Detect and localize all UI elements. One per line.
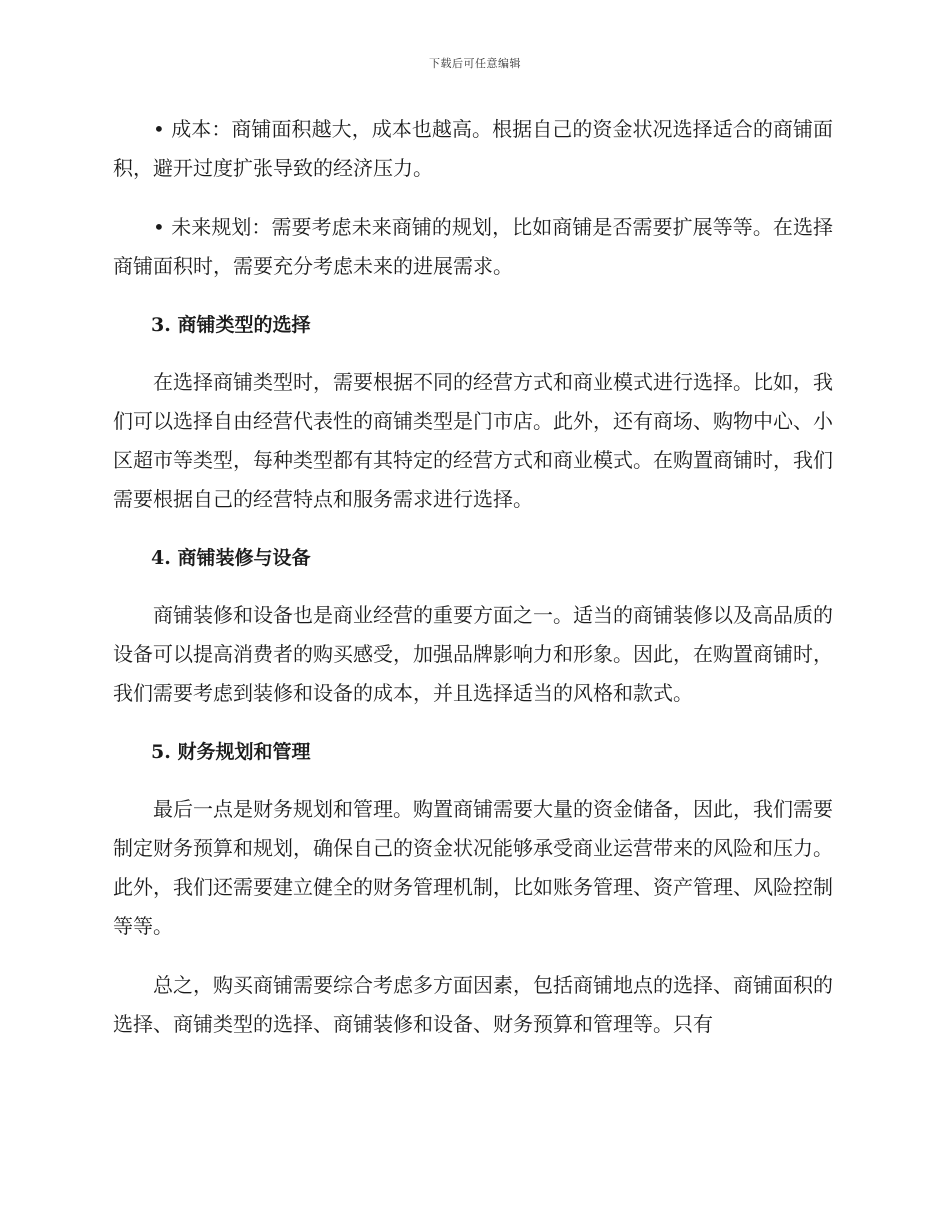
paragraph-cost: • 成本：商铺面积越大，成本也越高。根据自己的资金状况选择适合的商铺面积，避开过度扩张导致的经济压力。	[113, 117, 833, 180]
paragraph-finance: 最后一点是财务规划和管理。购置商铺需要大量的资金储备，因此，我们需要制定财务预算和规划，确保自己的资金状况能够承受商业运营带来的风险和压力。此外，我们还需要建立健全的财务管理机制，比如账务管理、资产管理、风险控制等等。	[113, 797, 833, 938]
section-heading-shop-type: 3. 商铺类型的选择	[151, 314, 311, 336]
section-heading-finance: 5. 财务规划和管理	[151, 741, 311, 763]
page-header-note: 下载后可任意编辑	[429, 57, 521, 70]
paragraph-decoration: 商铺装修和设备也是商业经营的重要方面之一。适当的商铺装修以及高品质的设备可以提高消费者的购买感受，加强品牌影响力和形象。因此，在购置商铺时，我们需要考虑到装修和设备的成本，并且选择适当的风格和款式。	[113, 603, 833, 705]
paragraph-shop-type: 在选择商铺类型时，需要根据不同的经营方式和商业模式进行选择。比如，我们可以选择自由经营代表性的商铺类型是门市店。此外，还有商场、购物中心、小区超市等类型，每种类型都有其特定的经营方式和商业模式。在购置商铺时，我们需要根据自己的经营特点和服务需求进行选择。	[113, 370, 833, 511]
section-heading-decoration: 4. 商铺装修与设备	[151, 547, 311, 569]
paragraph-summary: 总之，购买商铺需要综合考虑多方面因素，包括商铺地点的选择、商铺面积的选择、商铺类型的选择、商铺装修和设备、财务预算和管理等。只有	[113, 973, 833, 1036]
paragraph-future-planning: • 未来规划：需要考虑未来商铺的规划，比如商铺是否需要扩展等等。在选择商铺面积时，需要充分考虑未来的进展需求。	[113, 215, 833, 278]
document-body	[113, 110, 833, 1064]
